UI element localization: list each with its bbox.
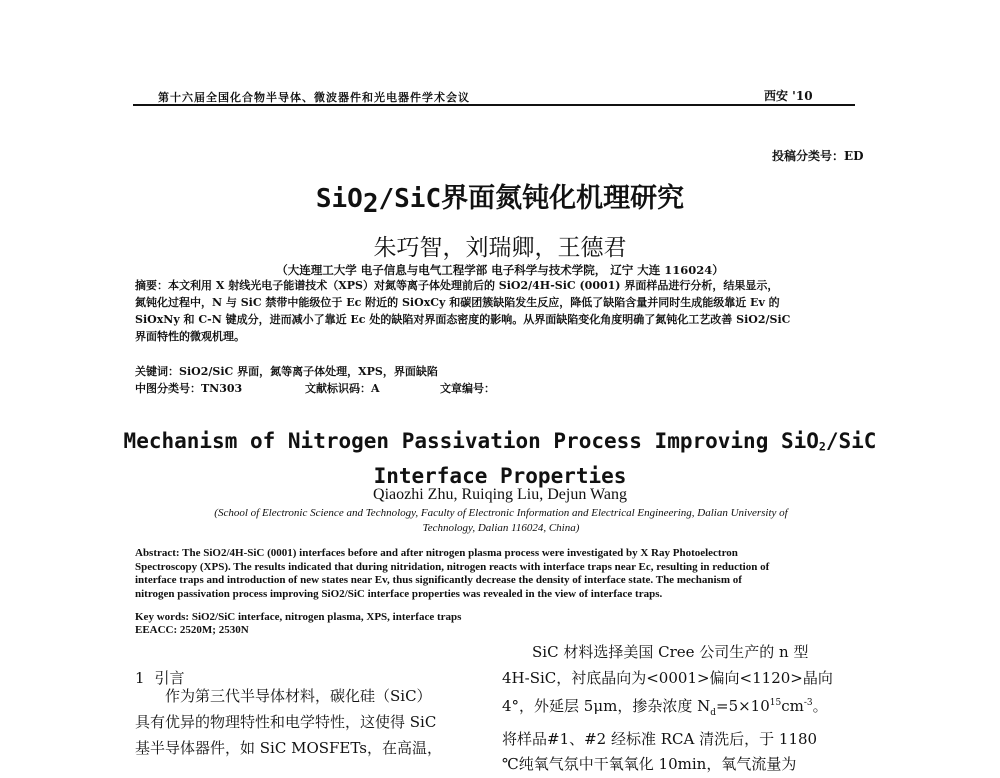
body-left-line-3: 基半导体器件，如 SiC MOSFETs，在高温， [135,739,442,757]
line3-part-d: 。 [812,697,828,715]
abstract-cn-line [135,277,855,294]
body-right-line-2: 4H-SiC，衬底晶向为<0001>偏向<1120>晶向 [502,668,833,687]
body-text-right-column [502,640,857,778]
affiliation-chinese: （大连理工大学 电子信息与电气工程学部 电子科学与技术学院， 辽宁 大连 116024） [276,263,724,277]
title-english [0,426,1000,491]
authors-english: Qiaozhi Zhu, Ruiqing Liu, Dejun Wang [373,486,627,503]
title-en-sub: 2 [818,439,826,454]
affiliation-english [148,506,854,536]
section-title: 引言 [154,669,185,687]
abstract-cn-line-2: 氮钝化过程中，N 与 SiC 禁带中能级位于 Ec 附近的 SiOxCy 和碳团簇缺陷发生反应，降低了缺陷含量并同时生成能级靠近 Ev 的 [135,296,780,309]
abstract-chinese [135,277,855,345]
document-code: 文献标识码：A [305,382,380,395]
line3-sup: 15 [769,698,782,708]
title-cn-formula-sub: 2 [362,189,379,220]
clc-number: 中图分类号：TN303 [135,382,243,395]
abstract-en-line-2: Spectroscopy (XPS). The results indicated that during nitridation, nitrogen reacts with interface traps near Ec, resulting in reduction of [135,560,770,573]
section-number: 1 [135,669,145,687]
body-right-line-5: ℃纯氧气氛中干氧氧化 10min，氧气流量为 [502,755,797,773]
location-year: 西安 '10 [764,89,813,103]
title-chinese [0,176,1000,219]
abstract-english [135,547,855,601]
eeacc-code: EEACC: 2520M; 2530N [135,624,249,636]
article-number: 文章编号： [440,382,495,395]
line3-part-b: =5×10 [716,697,770,715]
abstract-en-line-4: nitrogen passivation process improving SiO2/SiC interface properties was revealed in the view of interface traps. [135,587,663,600]
body-text-left-column [135,683,485,761]
line3-part-c: cm [781,697,804,715]
body-right-line-3 [502,691,857,727]
header-rule [133,104,855,106]
conference-header: 第十六届全国化合物半导体、微波器件和光电器件学术会议 [158,91,470,104]
body-right-line-1: SiC 材料选择美国 Cree 公司生产的 n 型 [502,643,809,661]
title-cn-formula-suffix: /SiC [378,184,442,214]
abstract-en-line-3: interface traps and introduction of new states near Ev, thus significantly decrease the density of interface state. The mechanism of [135,574,742,586]
body-left-line-1: 作为第三代半导体材料，碳化硅（SiC） [135,687,432,705]
line3-part-a: 4°，外延层 5μm，掺杂浓度 N [502,697,711,715]
affiliation-en-line-2: Technology, Dalian 116024, China) [422,522,580,534]
title-cn-text: 界面氮钝化机理研究 [441,183,685,214]
abstract-cn-line-3: SiOxNy 和 C-N 键成分，进而减小了靠近 Ec 处的缺陷对界面态密度的影响。从界面缺陷变化角度明确了氮钝化工艺改善 SiO2/SiC [135,313,791,326]
abstract-cn-line-4: 界面特性的微观机理。 [135,330,245,343]
body-left-line-2: 具有优异的物理特性和电学特性，这使得 SiC [135,713,437,731]
title-en-part-a: Mechanism of Nitrogen Passivation Process Improving SiO [123,429,819,453]
title-en-part-b: /SiC [825,429,877,453]
title-cn-formula-prefix: SiO [315,184,363,214]
title-en-line-2: Interface Properties [373,464,627,489]
abstract-en-line-1: Abstract: The SiO2/4H-SiC (0001) interfaces before and after nitrogen plasma process were investigated by X Ray Photoelectron [135,547,738,559]
body-right-line-4: 将样品#1、#2 经标准 RCA 清洗后，于 1180 [502,729,818,748]
authors-chinese: 朱巧智，刘瑞卿，王德君 [373,235,627,261]
keywords-chinese: 关键词：SiO2/SiC 界面，氮等离子体处理，XPS，界面缺陷 [135,365,438,378]
classification-code: 投稿分类号：ED [772,149,864,163]
abstract-cn-label: 摘要： [135,279,168,292]
line3-sub: d [710,708,716,718]
abstract-cn-line-1: 本文利用 X 射线光电子能谱技术（XPS）对氮等离子体处理前后的 SiO2/4H-SiC (0001) 界面样品进行分析，结果显示， [168,279,779,292]
line3-sup2: -3 [803,698,813,708]
affiliation-en-line-1: (School of Electronic Science and Technology, Faculty of Electronic Information and Electrical Engineering, Dalian University of [214,507,788,519]
title-en-line-1 [0,426,1000,461]
keywords-english: Key words: SiO2/SiC interface, nitrogen plasma, XPS, interface traps [135,611,462,623]
